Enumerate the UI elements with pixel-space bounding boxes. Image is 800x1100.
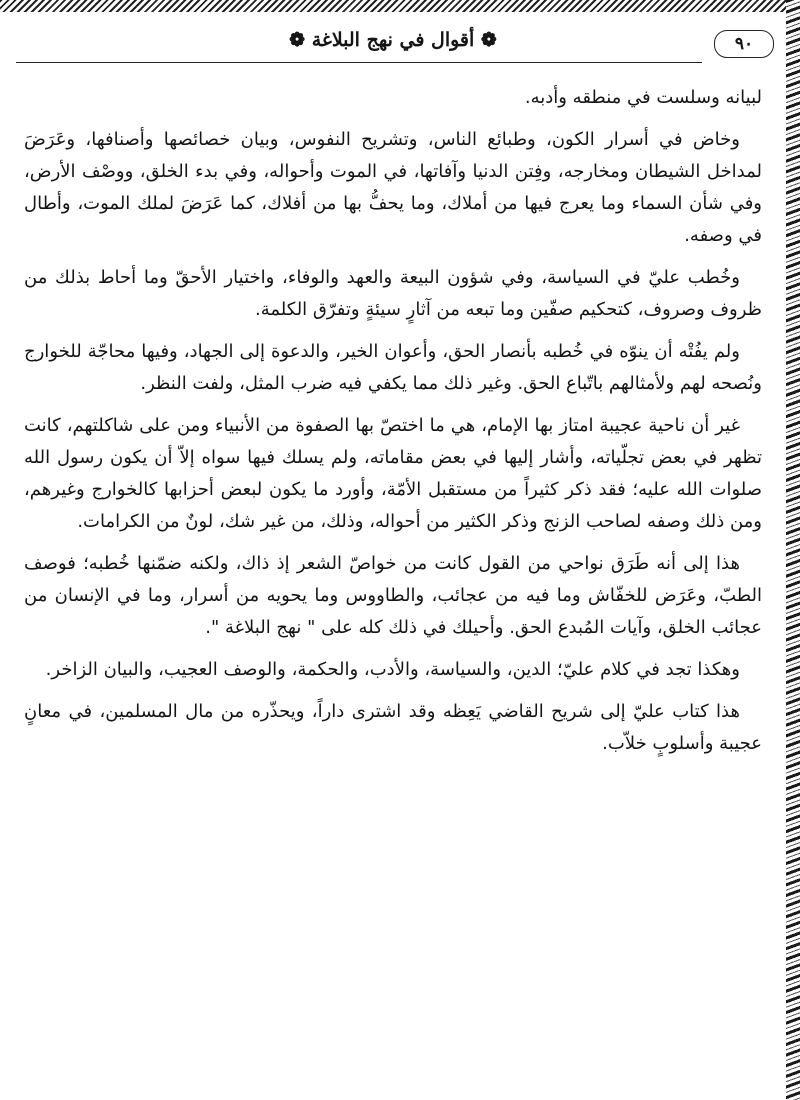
paragraph-8: هذا كتاب عليّ إلى شريح القاضي يَعِظه وقد اشترى داراً، ويحذّره من مال المسلمين، في معانٍ عجيبة وأسلوبٍ خلاّب.	[24, 701, 762, 754]
paragraph-2: وخاض في أسرار الكون، وطبائع الناس، وتشريح النفوس، وبيان خصائصها وأصنافها، وعَرَضَ لمداخل الشيطان ومخارجه، وفِتن الدنيا وآفاتها، في الموت وأحواله، وفي بدء الخلق، ووصْف الأرض، وفي شأن السماء وما يعرج فيها من أملاك، وما يحفُّ بها من أفلاك، كما عَرَضَ لملك الموت، وأطال في وصفه.	[24, 129, 762, 246]
paragraph-6: هذا إلى أنه طَرَق نواحي من القول كانت من خواصّ الشعر إذ ذاك، ولكنه ضمّنها خُطبه؛ فوصف الطبّ، وعَرَض للخفّاش وما فيه من عجائب، والطاووس وما يحويه من أسرار، وما في الإنسان من عجائب الخلق، وآيات المُبدع الحق. وأحيلك في ذلك كله على " نهج البلاغة ".	[24, 553, 762, 638]
right-ornamental-border	[786, 0, 800, 1100]
paragraph-4: ولم يفُتْه أن ينوّه في خُطبه بأنصار الحق، وأعوان الخير، والدعوة إلى الجهاد، وفيها محاجّة للخوارج ونُصحه لهم ولأمثالهم باتّباع الحق. وغير ذلك مما يكفي فيه ضرب المثل، ولفت النظر.	[24, 341, 762, 394]
page-header	[0, 16, 786, 66]
top-ornamental-border	[0, 0, 800, 12]
paragraph-1: لبيانه وسلست في منطقه وأدبه.	[524, 87, 762, 108]
paragraph-3: وخُطب عليّ في السياسة، وفي شؤون البيعة والعهد والوفاء، واختيار الأحقّ وما أحاط بذلك من ظروف وصروف، كتحكيم صفّين وما تبعه من آثارٍ سيئةٍ وتفرّق الكلمة.	[24, 267, 762, 320]
paragraph-5: غير أن ناحية عجيبة امتاز بها الإمام، هي ما اختصّ بها الصفوة من الأنبياء ومن على شاكلتهم، كانت تظهر في بعض تجلّياته، وأشار إليها في بعض مقاماته، ولم يسلك فيها سواه إلاّ أن يكون رسول الله صلوات الله عليه؛ فقد ذكر كثيراً من مستقبل الأمّة، وأورد ما يكون لبعض أحزابها كالخوارج وغيرهم، ومن ذلك وصفه لصاحب الزنج وذكر الكثير من أحواله، وذلك، من غير شك، لونٌ من الكرامات.	[24, 415, 762, 532]
header-rule	[16, 62, 702, 63]
running-title: ❁ أقوال في نهج البلاغة ❁	[289, 29, 497, 51]
paragraph-7: وهكذا تجد في كلام عليّ؛ الدين، والسياسة، والأدب، والحكمة، والوصف العجيب، والبيان الزاخر.	[45, 659, 740, 680]
page-number: ٩٠	[714, 30, 774, 58]
page-body	[24, 82, 762, 770]
